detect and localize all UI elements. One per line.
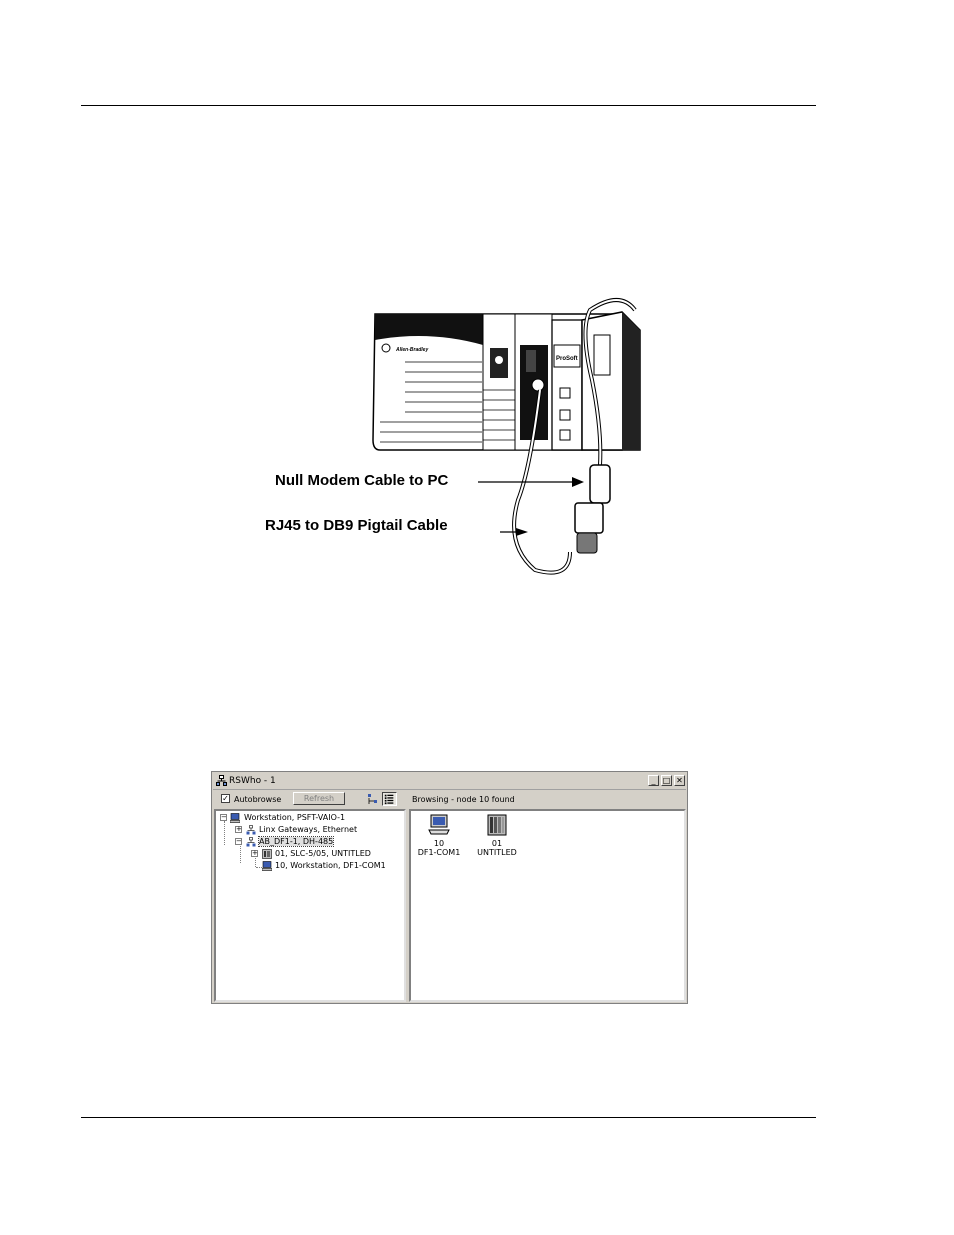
node-list-pane <box>409 809 686 1002</box>
window-title: RSWho - 1 <box>229 776 276 786</box>
browse-status: Browsing - node 10 found <box>412 795 515 804</box>
expand-icon[interactable]: + <box>236 825 242 833</box>
rswho-window <box>211 771 688 1004</box>
collapse-icon[interactable]: − <box>221 813 227 821</box>
computer-icon <box>427 813 451 837</box>
plc-icon <box>262 849 272 859</box>
maximize-button[interactable]: □ <box>662 776 671 785</box>
prosoft-logo: ProSoft <box>556 356 578 362</box>
autobrowse-label: Autobrowse <box>234 795 282 804</box>
footer-rule <box>81 1117 816 1118</box>
workstation-icon <box>230 813 240 823</box>
node-item-10[interactable]: 10 DF1-COM1 <box>409 813 469 857</box>
rj45-callout: RJ45 to DB9 Pigtail Cable <box>265 517 448 534</box>
workstation-icon <box>262 861 272 871</box>
network-icon <box>216 775 227 786</box>
header-rule <box>81 105 816 106</box>
autobrowse-checkbox[interactable]: ✓ <box>222 794 229 803</box>
minimize-button[interactable]: _ <box>648 775 659 786</box>
list-view-button[interactable] <box>382 792 397 806</box>
expand-icon[interactable]: + <box>252 849 258 857</box>
close-button[interactable]: ✕ <box>674 775 685 786</box>
plc-rack-icon <box>485 813 509 837</box>
refresh-button[interactable]: Refresh <box>293 792 345 805</box>
large-icons-view-button[interactable] <box>365 792 380 806</box>
toolbar <box>213 790 686 808</box>
network-tree-pane[interactable]: − Workstation, PSFT-VAIO-1 + Linx Gateways, Ethernet − AB_DF1-1, DH-485 + 01, SLC-5/05, UNTITLED 10, Workstation, DF1-COM1 <box>214 809 406 1002</box>
title-bar <box>213 773 686 790</box>
hardware-illustration <box>250 290 670 580</box>
network-icon <box>246 837 256 847</box>
null-modem-callout: Null Modem Cable to PC <box>275 472 449 489</box>
node-item-01[interactable]: 01 UNTITLED <box>467 813 527 857</box>
allen-bradley-logo: Allen-Bradley <box>396 347 429 353</box>
network-icon <box>246 825 256 835</box>
collapse-icon[interactable]: − <box>236 837 242 845</box>
